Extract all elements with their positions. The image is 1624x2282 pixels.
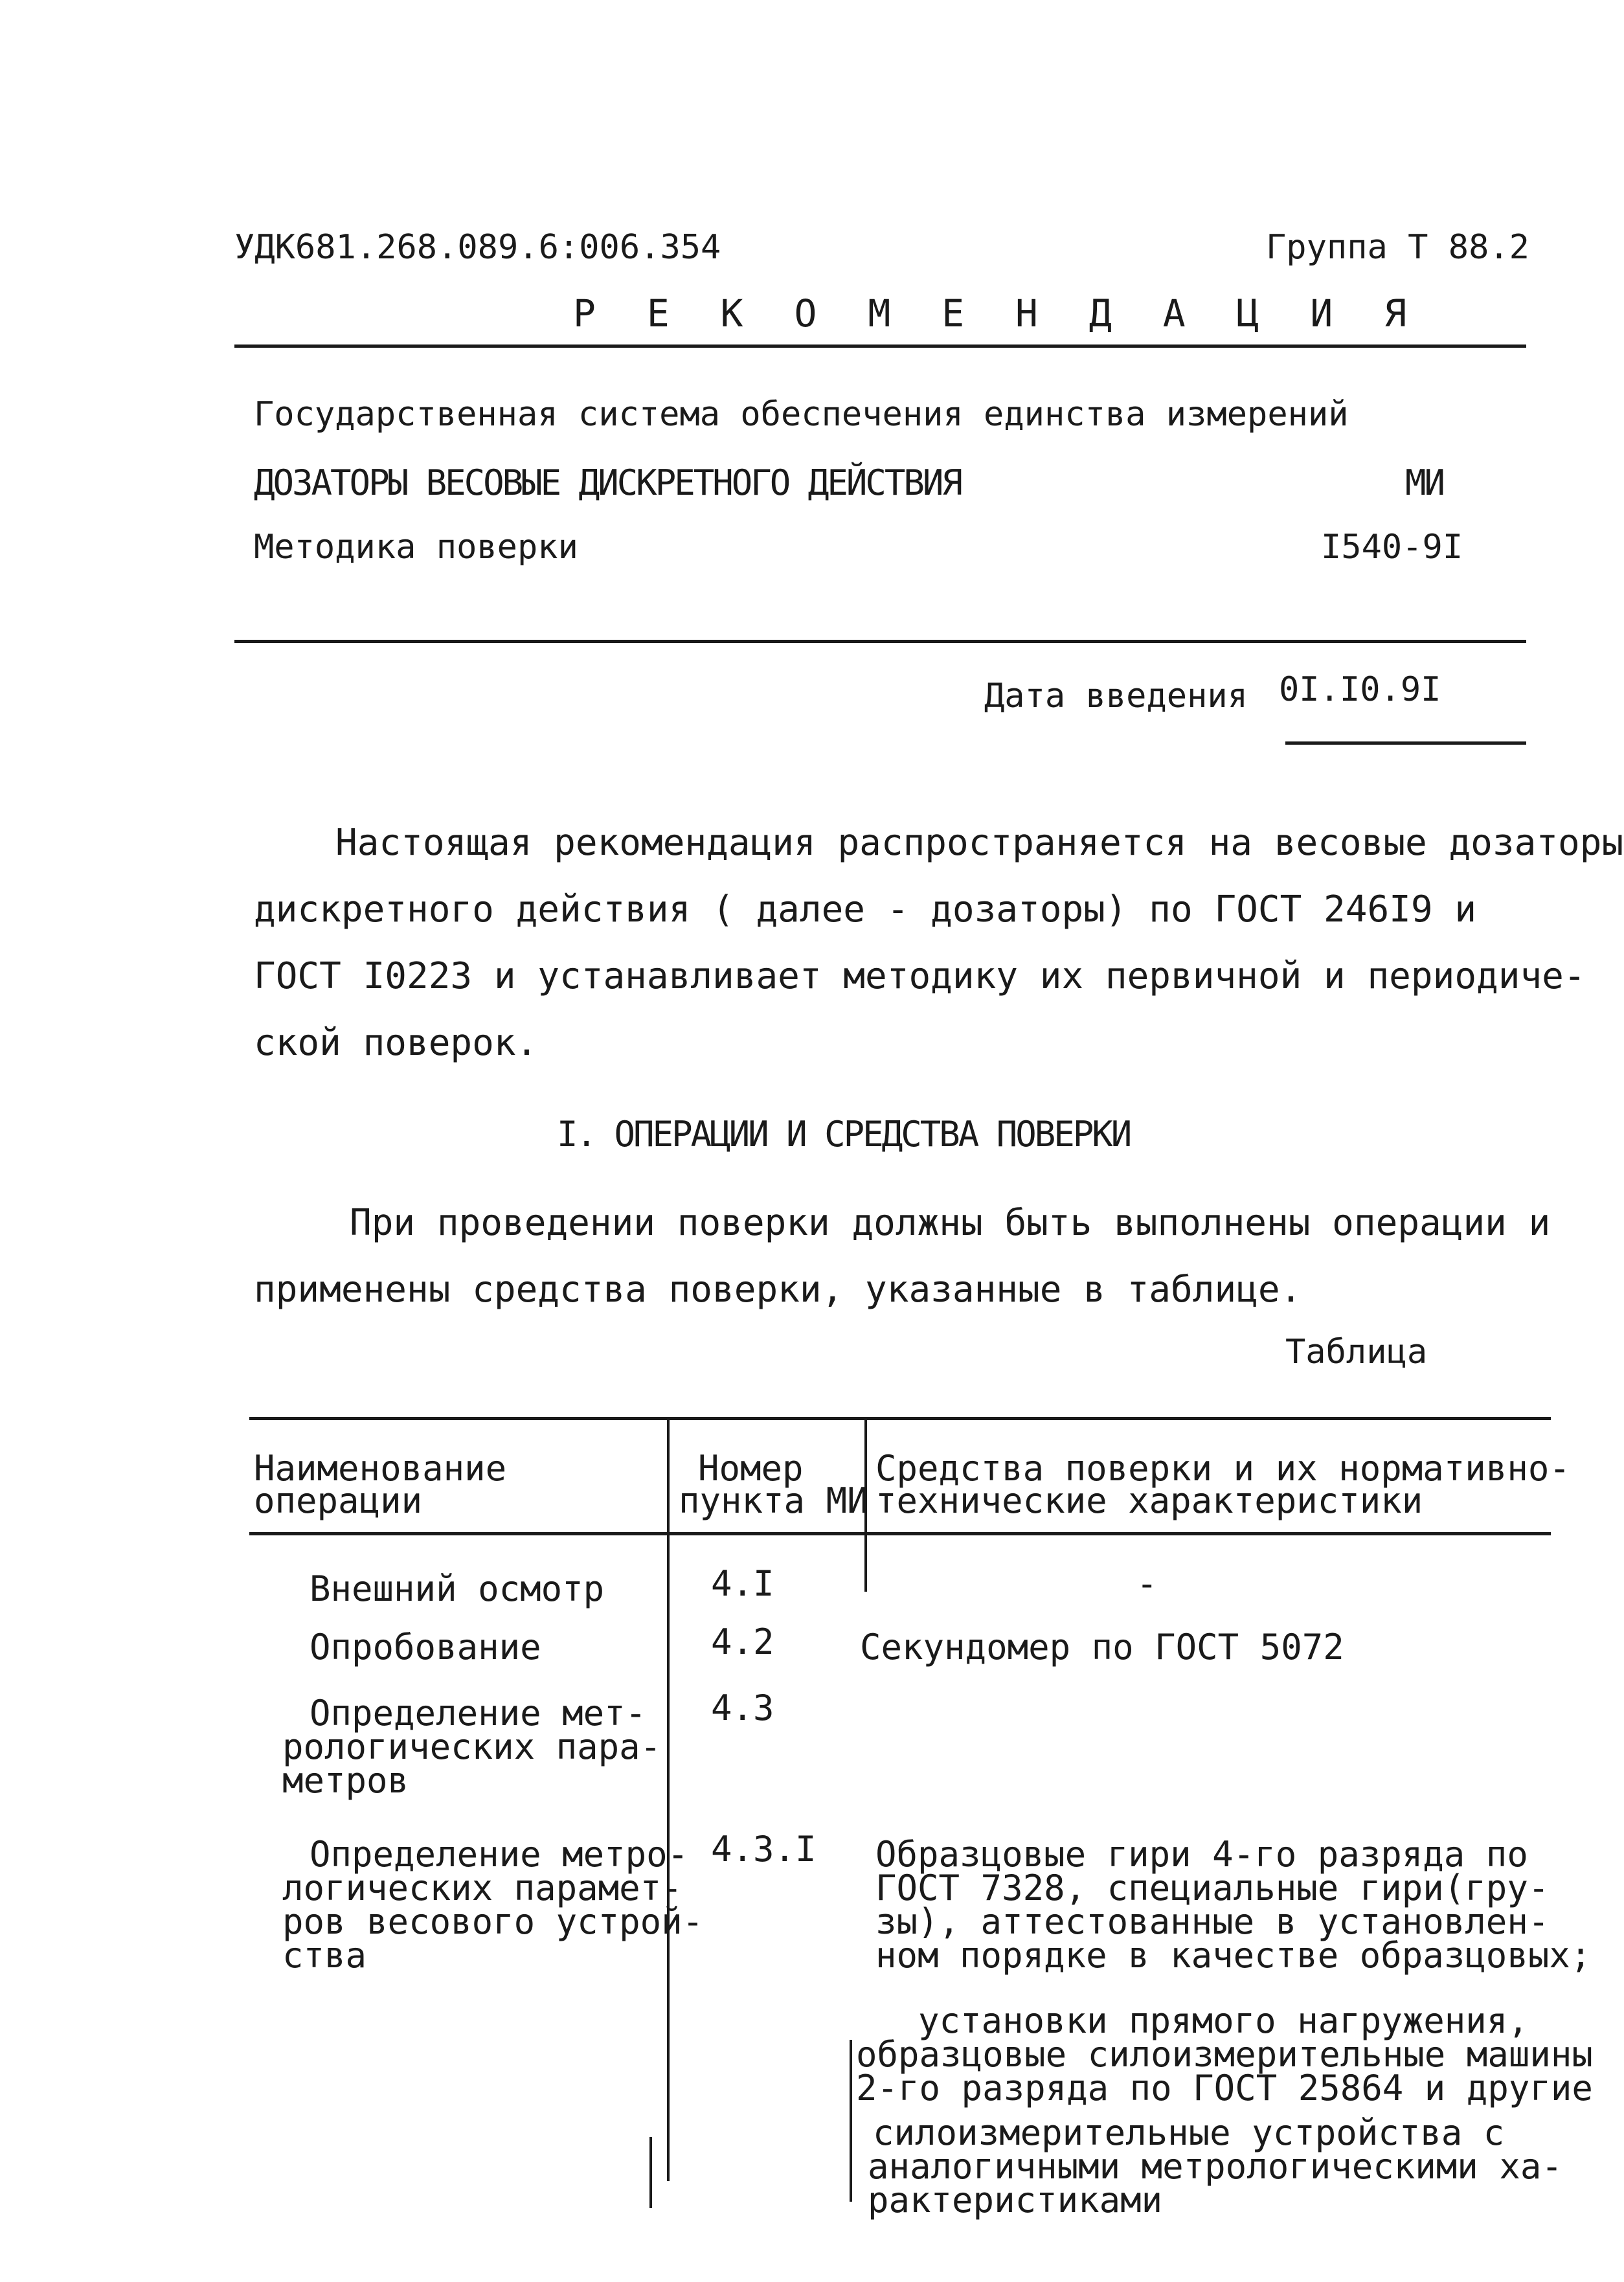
header-operation-line-1: Наименование xyxy=(254,1448,507,1489)
table-row-4-operation-line-4: ства xyxy=(282,1935,367,1976)
table-row-1-tools: - xyxy=(1136,1563,1158,1604)
table-row-4-tools-line-3: зы), аттестованные в установлен- xyxy=(875,1901,1550,1942)
table-row-4-number: 4.3.I xyxy=(711,1829,817,1870)
header-rule-top xyxy=(234,345,1526,348)
effective-date-label: Дата введения xyxy=(984,677,1248,716)
table-row-3-operation-line-3: метров xyxy=(282,1760,409,1801)
table-row-2-number: 4.2 xyxy=(711,1621,774,1662)
header-number-line-2: пункта МИ xyxy=(679,1480,868,1521)
section-para-line-2: применены средства поверки, указанные в таблице. xyxy=(254,1269,1302,1311)
header-rule-bottom xyxy=(234,640,1526,643)
table-row-2-tools: Секундомер по ГОСТ 5072 xyxy=(860,1627,1344,1667)
group-code: Группа Т 88.2 xyxy=(1266,228,1529,267)
table-row-4-operation-line-1: Определение метро- xyxy=(310,1834,689,1875)
extra-tools-line-5: аналогичными метрологическими ха- xyxy=(868,2146,1562,2187)
effective-date-underline xyxy=(1285,741,1526,745)
table-rule-top xyxy=(249,1417,1551,1420)
document-type-title: Р Е К О М Е Н Д А Ц И Я xyxy=(573,291,1421,335)
table-row-3-operation-line-1: Определение мет- xyxy=(310,1693,647,1734)
table-row-4-tools-line-1: Образцовые гири 4-го разряда по xyxy=(875,1834,1528,1875)
extra-tools-line-2: образцовые силоизмерительные машины xyxy=(856,2034,1593,2075)
header-tools-line-2: технические характеристики xyxy=(875,1480,1423,1521)
table-col-divider-2b xyxy=(850,2040,852,2202)
extra-tools-line-1: установки прямого нагружения, xyxy=(918,2000,1529,2041)
extra-tools-line-6: рактеристиками xyxy=(868,2180,1163,2220)
table-label: Таблица xyxy=(1285,1333,1428,1372)
table-row-1-number: 4.I xyxy=(711,1563,774,1604)
table-col-divider-1b xyxy=(649,2137,652,2208)
header-number-line-1: Номер xyxy=(698,1448,804,1489)
section-para-line-1: При проведении поверки должны быть выполнены операции и xyxy=(350,1202,1551,1244)
header-tools-line-1: Средства поверки и их нормативно- xyxy=(875,1448,1570,1489)
system-name: Государственная система обеспечения единства измерений xyxy=(254,395,1349,434)
table-col-divider-1 xyxy=(667,1417,670,2181)
udk-code: УДК681.268.089.6:006.354 xyxy=(234,228,721,267)
extra-tools-line-3: 2-го разряда по ГОСТ 25864 и другие xyxy=(856,2068,1593,2108)
table-row-4-tools-line-2: ГОСТ 7328, специальные гири(гру- xyxy=(875,1868,1550,1908)
table-row-1-operation: Внешний осмотр xyxy=(310,1568,605,1609)
intro-line-4: ской поверок. xyxy=(254,1022,538,1064)
intro-line-3: ГОСТ I0223 и устанавливает методику их первичной и периодиче- xyxy=(254,955,1586,997)
document-code-number: I540-9I xyxy=(1321,528,1463,567)
document-code-prefix: МИ xyxy=(1405,462,1444,503)
extra-tools-line-4: силоизмерительные устройства с xyxy=(873,2112,1505,2153)
document-name: ДОЗАТОРЫ ВЕСОВЫЕ ДИСКРЕТНОГО ДЕЙСТВИЯ xyxy=(254,462,961,503)
document-subtitle: Методика поверки xyxy=(254,528,578,567)
table-row-4-operation-line-2: логических парамет- xyxy=(282,1868,682,1908)
table-row-3-operation-line-2: рологических пара- xyxy=(282,1726,662,1767)
intro-line-2: дискретного действия ( далее - дозаторы) по ГОСТ 246I9 и xyxy=(254,888,1477,931)
intro-line-1: Настоящая рекомендация распространяется на весовые дозаторы xyxy=(335,822,1624,864)
table-row-3-number: 4.3 xyxy=(711,1688,774,1728)
table-row-4-operation-line-3: ров весового устрой- xyxy=(282,1901,704,1942)
section-heading: I. ОПЕРАЦИИ И СРЕДСТВА ПОВЕРКИ xyxy=(557,1114,1131,1155)
table-rule-header xyxy=(249,1532,1551,1535)
header-operation-line-2: операции xyxy=(254,1480,423,1521)
table-row-4-tools-line-4: ном порядке в качестве образцовых; xyxy=(875,1935,1592,1976)
table-row-2-operation: Опробование xyxy=(310,1627,541,1667)
effective-date-value: 0I.I0.9I xyxy=(1279,670,1441,709)
